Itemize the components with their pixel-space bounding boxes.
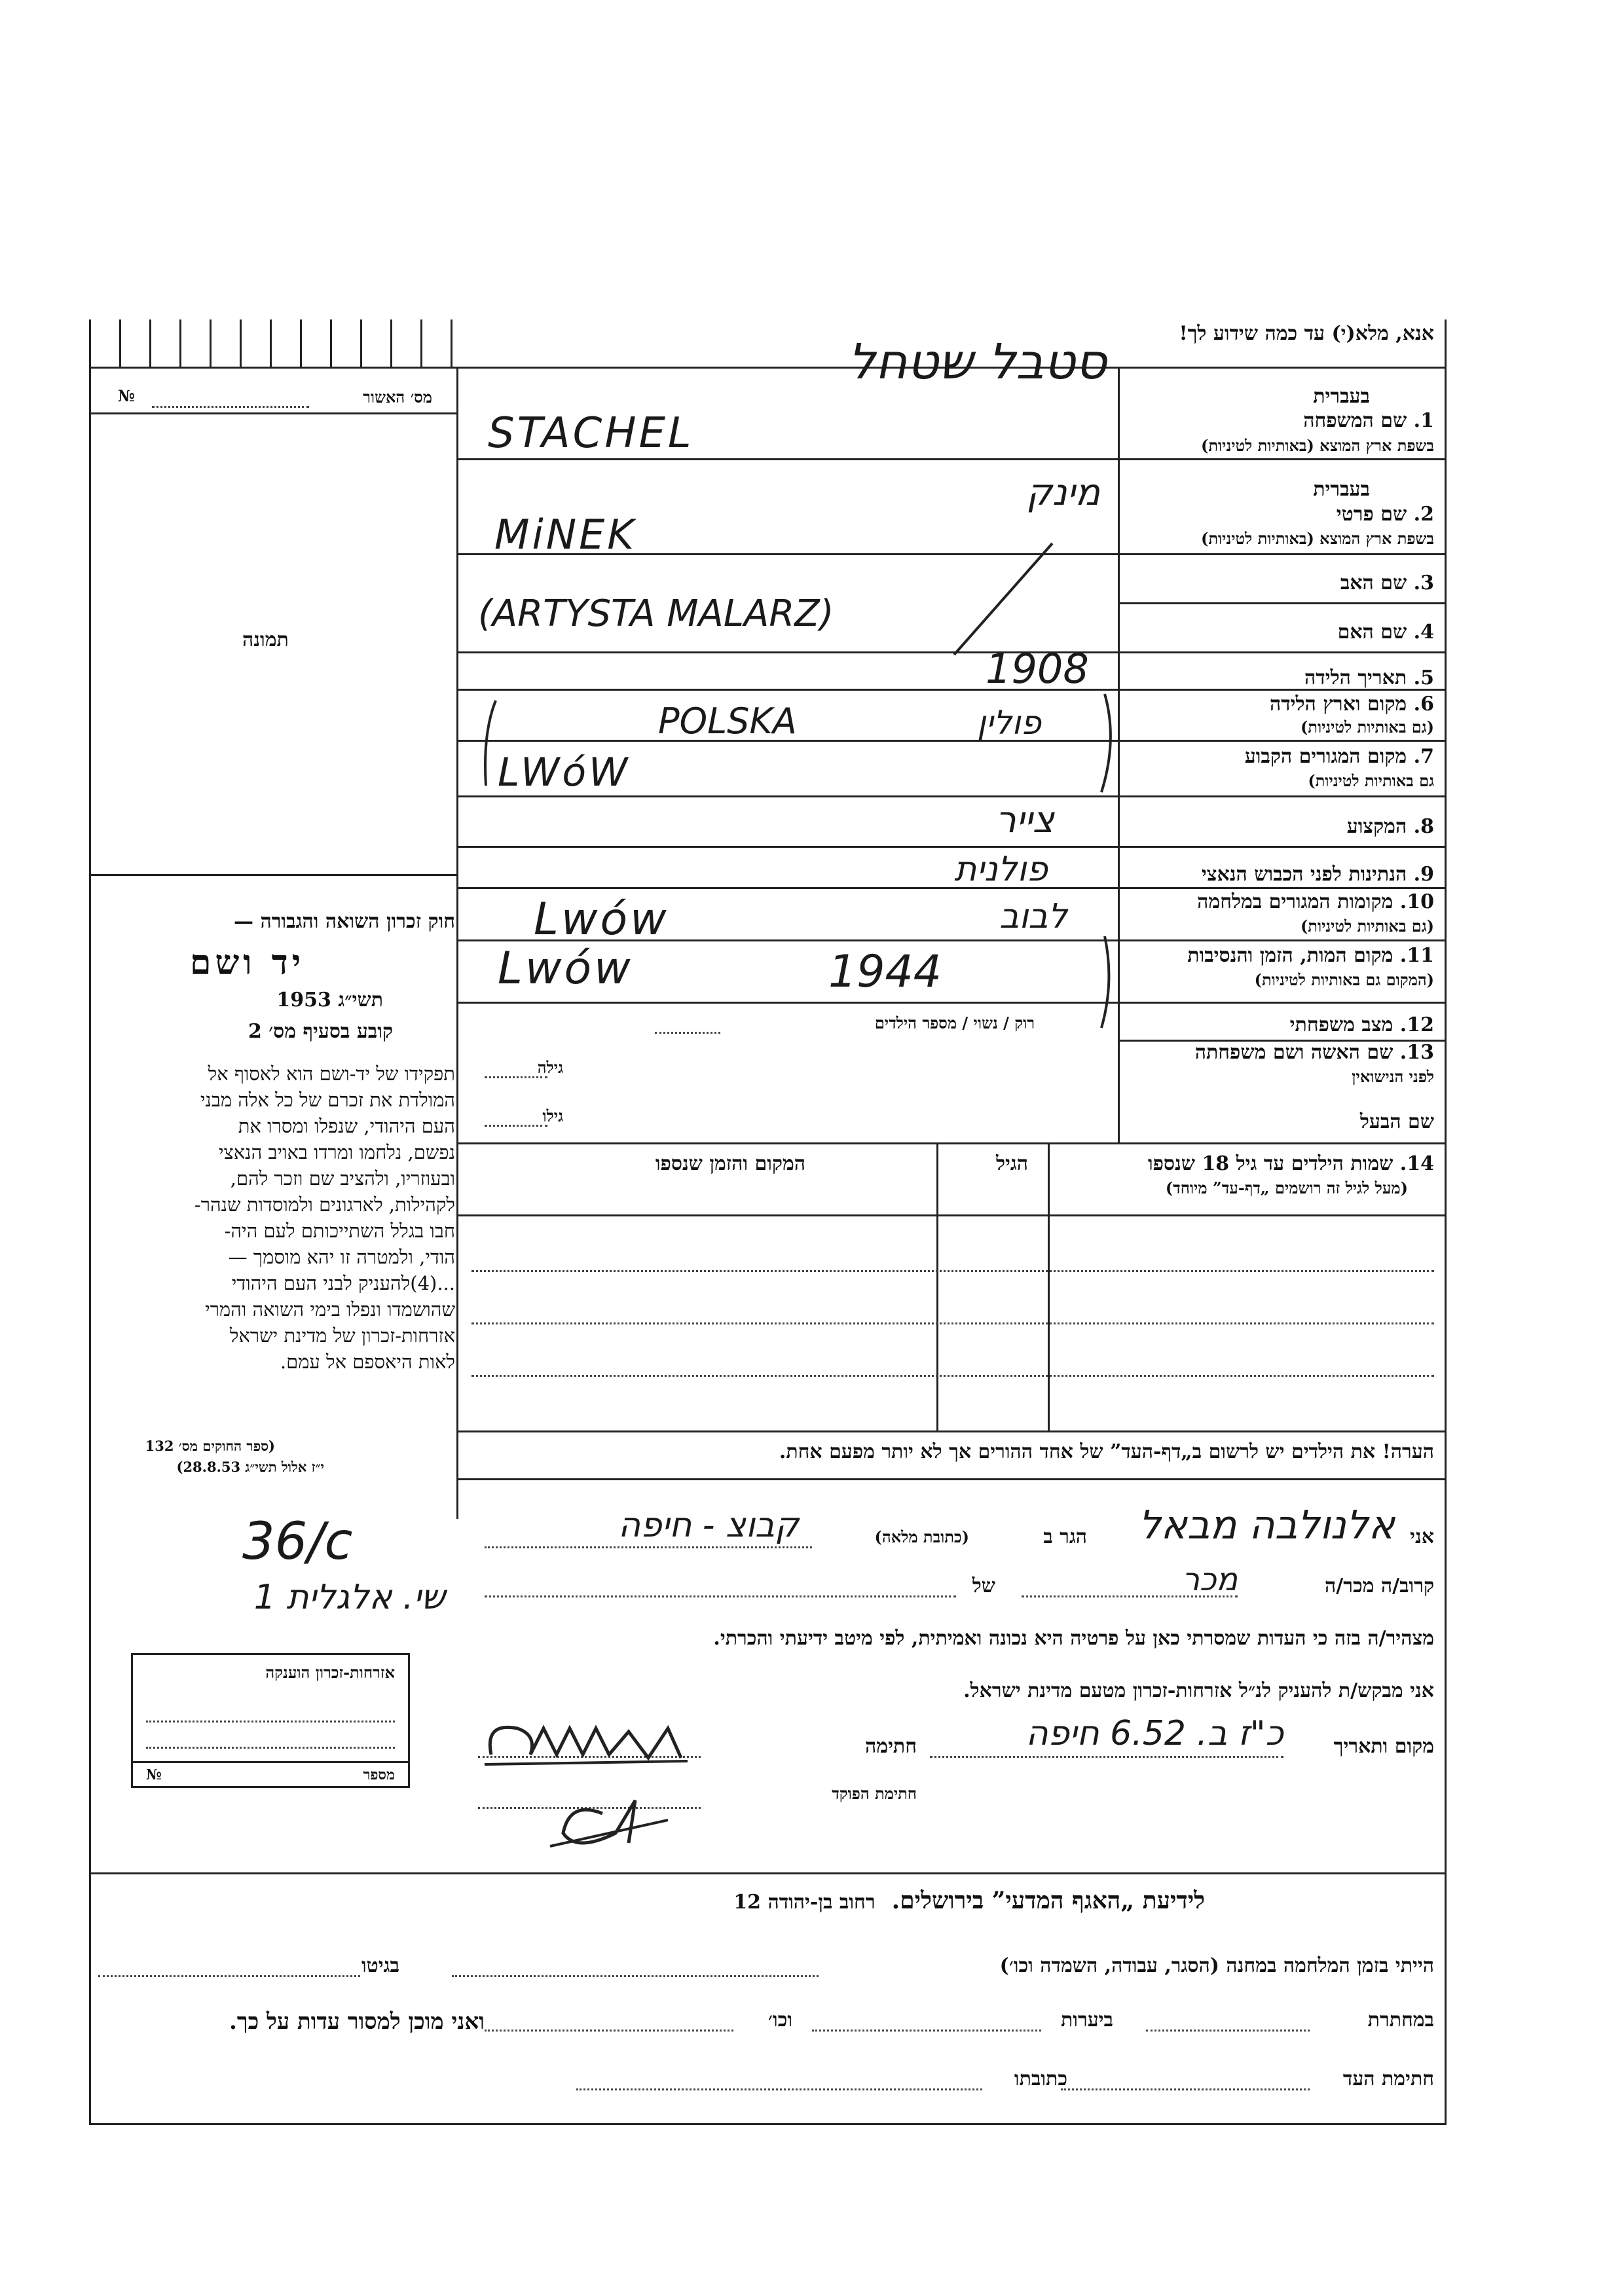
father-note: (ARTYSTA MALARZ): [478, 592, 834, 635]
witness-name: אלנולבה מבאל: [1138, 1503, 1395, 1548]
field-4: 4. שם האם: [1337, 621, 1434, 644]
left-photo-bottom: [89, 874, 458, 876]
witness-address: קבוצ - חיפה: [618, 1506, 799, 1545]
underground-line[interactable]: [1146, 2030, 1310, 2032]
citizenship: פולנית: [954, 850, 1048, 889]
left-approval-bottom: [89, 412, 458, 414]
surname-latin: STACHEL: [488, 409, 694, 458]
field-9: 9. הנתינות לפני הכבוש הנאצי: [1201, 863, 1434, 886]
note: הערה! את הילדים יש לרשום ב„דף-העד” של אחד ההורים אך לא יותר מפעם אחת.: [779, 1440, 1434, 1463]
forests-line[interactable]: [812, 2030, 1041, 2032]
first-name-hebrew: מינק: [1026, 471, 1100, 514]
form-instruction: אנא, מלא(י) עד כמה שידוע לך!: [1179, 322, 1434, 345]
witness-signature-line[interactable]: [1061, 2088, 1310, 2090]
yad-vashem-name: יד ושם: [190, 943, 305, 983]
death-year: 1944: [828, 946, 942, 998]
place-date-line[interactable]: [930, 1756, 1283, 1758]
ghetto-line[interactable]: [98, 1975, 360, 1977]
relation: מכר: [1181, 1561, 1238, 1598]
approval-no: №: [118, 386, 136, 405]
frame-bottom: [89, 2123, 1447, 2125]
photo-label: תמונה: [242, 629, 289, 651]
signature-scribbles: [471, 1702, 747, 1859]
approval-label: מס׳ האשור: [363, 388, 432, 407]
field-8: 8. המקצוע: [1346, 815, 1434, 838]
witness-address-footer-line[interactable]: [576, 2088, 982, 2090]
etc-line[interactable]: [485, 2030, 733, 2032]
place-date: כ"ז ב. 6.52 חיפה: [1025, 1714, 1283, 1753]
frame-right: [1445, 319, 1447, 2123]
relation-line[interactable]: [1022, 1595, 1238, 1597]
camp-line[interactable]: [452, 1975, 819, 1977]
margin-scribble: שי. אלגלית 1: [253, 1578, 445, 1617]
child-row-2[interactable]: [471, 1322, 1434, 1324]
divider-form-column: [1118, 367, 1120, 1142]
surname-hebrew: סטבל שטחל: [847, 334, 1107, 390]
handwritten-marks: [456, 367, 1118, 1152]
child-row-3[interactable]: [471, 1375, 1434, 1377]
first-name-latin: MiNEK: [494, 511, 637, 558]
witness-address-line[interactable]: [485, 1546, 812, 1548]
war-place-latin: Lwów: [534, 894, 669, 945]
field-3: 3. שם האב: [1340, 572, 1434, 594]
file-number: 36/c: [242, 1512, 353, 1571]
birth-country-hebrew: פולין: [976, 704, 1041, 742]
law-body: תפקידו של יד-ושם הוא לאסוף אל המולדת את זכרם של כל אלה מבני העם היהודי, שנפלו ומסרו את נפשם, נלחמו ומרדו באויב הנאצי ובעוזריו, ולהציב שם וזכר להם, לקהילות, לארגונים ולמוסדות שנהר- חבו בגלל השתייכותם לעם היה- הודי, ולמטרה זו יהא מוסמך — ...(4)להעניק לבני העם היהודי שהושמדו ונפלו בימי השואה והמרי אזרחות-זכרון של מדינת ישראל לאות היאספם אל עמם.: [194, 1063, 455, 1373]
child-row-1[interactable]: [471, 1270, 1434, 1272]
footer-divider: [89, 1872, 1447, 1874]
note-underline: [456, 1478, 1447, 1480]
residence: LWóW: [498, 750, 631, 795]
war-place-hebrew: לבוב: [999, 897, 1067, 936]
birth-country: POLSKA: [658, 701, 797, 742]
death-place: Lwów: [498, 943, 633, 994]
citizenship-box: אזרחות-זכרון הוענקה מספר №: [131, 1653, 410, 1788]
profession: צייר: [995, 799, 1054, 841]
of-line[interactable]: [485, 1595, 956, 1597]
approval-input[interactable]: [152, 406, 309, 408]
field-5: 5. תאריך הלידה: [1304, 666, 1434, 689]
birth-year: 1908: [986, 645, 1089, 693]
